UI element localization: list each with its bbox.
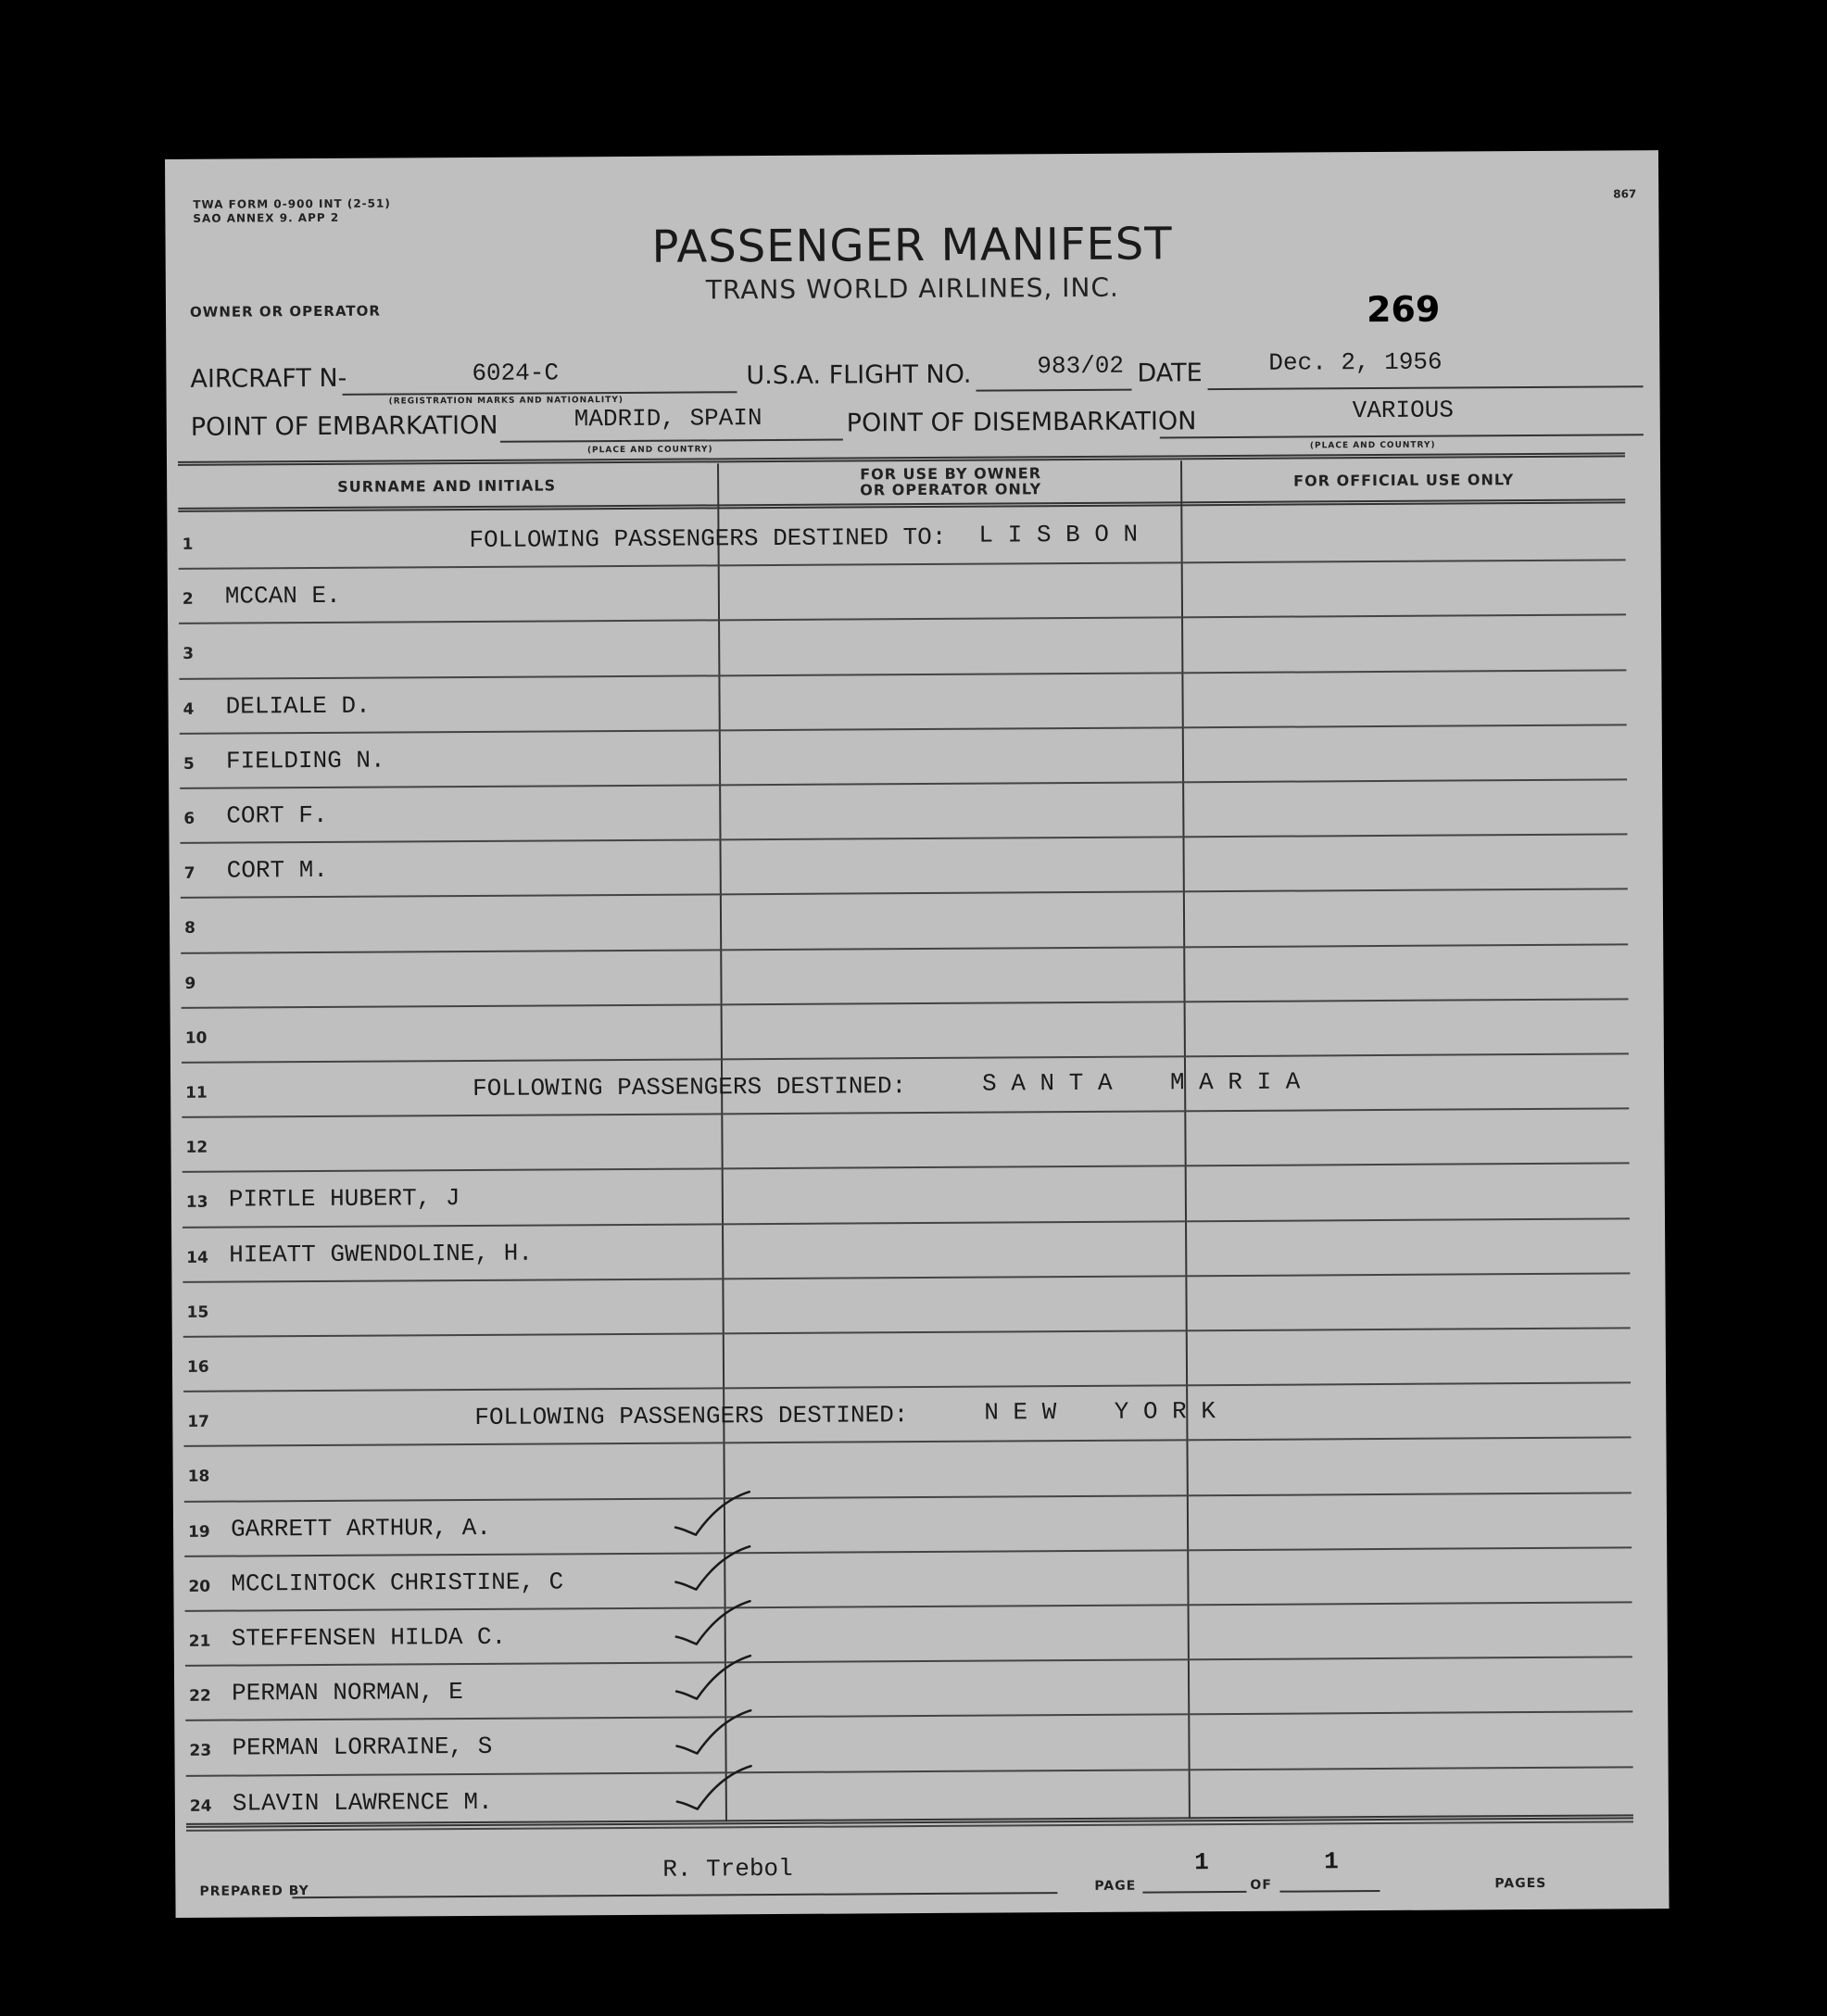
table-row <box>170 945 1663 1009</box>
table-row <box>168 616 1661 680</box>
manifest-paper <box>165 150 1670 1918</box>
passenger-name: HIEATT GWENDOLINE, H. <box>229 1239 533 1269</box>
row-number: 12 <box>185 1138 208 1158</box>
checkmark-icon <box>673 1599 756 1656</box>
table-row <box>170 1109 1664 1173</box>
of-value: 1 <box>1324 1847 1339 1876</box>
aircraft-note: (REGISTRATION MARKS AND NATIONALITY) <box>388 395 624 407</box>
date-value: Dec. 2, 1956 <box>1268 347 1443 377</box>
passenger-name: MCCLINTOCK CHRISTINE, C <box>231 1568 564 1598</box>
embarkation-note: (PLACE AND COUNTRY) <box>586 445 713 456</box>
passenger-name: PERMAN LORRAINE, S <box>232 1732 493 1762</box>
row-number: 4 <box>183 699 195 719</box>
row-number: 20 <box>188 1577 211 1596</box>
aircraft-underline <box>343 391 737 396</box>
passenger-name: MCCAN E. <box>224 582 341 611</box>
row-number: 9 <box>184 974 196 993</box>
date-underline <box>1208 385 1644 390</box>
passenger-name: CORT F. <box>226 800 328 830</box>
owner-use-line2: OR OPERATOR ONLY <box>860 480 1042 499</box>
checkmark-icon <box>672 1490 755 1546</box>
checkmark-stroke <box>675 1492 750 1534</box>
table-row <box>174 1603 1668 1667</box>
embarkation-label: POINT OF EMBARKATION <box>190 410 498 442</box>
form-id-line1: TWA FORM 0-900 INT (2-51) <box>193 196 391 211</box>
destination-header-row <box>172 1383 1666 1447</box>
checkmark-stroke <box>677 1766 751 1808</box>
passenger-name: PIRTLE HUBERT, J <box>228 1184 460 1214</box>
table-row <box>173 1548 1667 1612</box>
owner-use-column-header <box>721 464 1180 498</box>
official-use-column-header: FOR OFFICIAL USE ONLY <box>1293 471 1515 490</box>
aircraft-value: 6024-C <box>472 359 560 387</box>
table-row <box>171 1165 1665 1228</box>
table-row <box>174 1713 1668 1777</box>
embarkation-underline <box>500 439 843 443</box>
passenger-name: DELIALE D. <box>225 691 371 721</box>
disembarkation-note: (PLACE AND COUNTRY) <box>1309 440 1436 451</box>
form-id-line2: SAO ANNEX 9. APP 2 <box>193 210 340 225</box>
embarkation-value: MADRID, SPAIN <box>573 404 762 434</box>
table-row <box>169 780 1662 844</box>
passenger-name: PERMAN NORMAN, E <box>232 1678 463 1707</box>
row-number: 5 <box>183 754 195 774</box>
passenger-name: GARRETT ARTHUR, A. <box>230 1513 491 1544</box>
passenger-name: SLAVIN LAWRENCE M. <box>232 1787 493 1818</box>
disembarkation-value: VARIOUS <box>1352 396 1454 425</box>
row-number: 11 <box>185 1083 208 1102</box>
checkmark-icon <box>672 1544 755 1601</box>
document-title: PASSENGER MANIFEST <box>651 218 1173 273</box>
page-underline <box>1142 1891 1246 1894</box>
header-top-rule <box>178 452 1625 466</box>
passenger-name: STEFFENSEN HILDA C. <box>231 1622 507 1653</box>
table-row <box>172 1439 1666 1503</box>
table-row <box>173 1493 1667 1557</box>
table-row <box>172 1329 1666 1392</box>
table-row <box>169 725 1662 789</box>
checkmark-icon <box>673 1709 756 1766</box>
passenger-name: CORT M. <box>226 856 328 885</box>
table-row <box>168 561 1661 624</box>
destination-city: S A N T A M A R I A <box>982 1067 1301 1098</box>
table-row <box>170 835 1663 899</box>
row-number: 3 <box>183 645 195 664</box>
flight-label: U.S.A. FLIGHT NO. <box>746 359 972 391</box>
destination-city: L I S B O N <box>978 520 1139 549</box>
row-number: 21 <box>188 1632 211 1651</box>
form-identifier <box>193 197 391 226</box>
destination-label: FOLLOWING PASSENGERS DESTINED: <box>472 1072 907 1102</box>
of-label: OF <box>1250 1877 1272 1893</box>
disembarkation-underline <box>1160 434 1644 438</box>
row-number: 15 <box>186 1303 209 1322</box>
row-number: 22 <box>189 1686 211 1707</box>
checkmark-stroke <box>676 1711 750 1754</box>
row-number: 2 <box>182 590 194 610</box>
row-number: 6 <box>183 809 195 828</box>
table-row <box>170 1000 1664 1064</box>
pages-label: PAGES <box>1494 1875 1547 1892</box>
owner-use-line1: FOR USE BY OWNER <box>860 464 1042 484</box>
page-value: 1 <box>1194 1848 1209 1877</box>
airline-name: TRANS WORLD AIRLINES, INC. <box>705 271 1119 306</box>
row-number: 19 <box>187 1522 210 1542</box>
aircraft-label: AIRCRAFT N- <box>190 363 347 394</box>
row-number: 23 <box>189 1742 212 1761</box>
checkmark-stroke <box>675 1546 750 1589</box>
table-row <box>170 890 1663 954</box>
document-number: 269 <box>1366 288 1441 331</box>
row-number: 17 <box>187 1412 210 1432</box>
row-number: 16 <box>186 1357 209 1377</box>
checkmark-icon <box>674 1764 757 1821</box>
surname-column-header: SURNAME AND INITIALS <box>337 476 557 496</box>
flight-underline <box>976 389 1132 392</box>
row-number: 14 <box>186 1248 208 1267</box>
row-number: 8 <box>184 919 195 939</box>
checkmark-stroke <box>676 1656 750 1698</box>
row-number: 7 <box>183 864 195 884</box>
row-number: 18 <box>187 1468 210 1487</box>
row-number: 24 <box>189 1796 212 1816</box>
form-code: 867 <box>1613 187 1637 201</box>
row-number: 10 <box>184 1028 208 1048</box>
of-underline <box>1279 1890 1380 1893</box>
table-row <box>174 1657 1668 1721</box>
table-row <box>168 671 1661 735</box>
page-label: PAGE <box>1094 1878 1137 1894</box>
owner-label: OWNER OR OPERATOR <box>189 302 381 321</box>
row-number: 1 <box>182 535 194 554</box>
table-row <box>171 1219 1665 1283</box>
destination-label: FOLLOWING PASSENGERS DESTINED: <box>474 1401 909 1432</box>
prepared-by-label: PREPARED BY <box>199 1884 309 1899</box>
checkmark-icon <box>673 1654 756 1710</box>
date-label: DATE <box>1137 359 1203 388</box>
prepared-by-value: R. Trebol <box>662 1854 793 1884</box>
table-row <box>171 1274 1665 1338</box>
flight-value: 983/02 <box>1037 351 1125 381</box>
destination-city: N E W Y O R K <box>984 1397 1216 1427</box>
checkmark-stroke <box>676 1601 750 1644</box>
prepared-by-underline <box>292 1892 1057 1898</box>
destination-header-row <box>170 1054 1664 1118</box>
destination-label: FOLLOWING PASSENGERS DESTINED TO: <box>469 523 947 555</box>
row-number: 13 <box>185 1193 208 1213</box>
passenger-name: FIELDING N. <box>225 746 385 775</box>
destination-header-row <box>167 506 1660 570</box>
disembarkation-label: POINT OF DISEMBARKATION <box>846 407 1197 438</box>
